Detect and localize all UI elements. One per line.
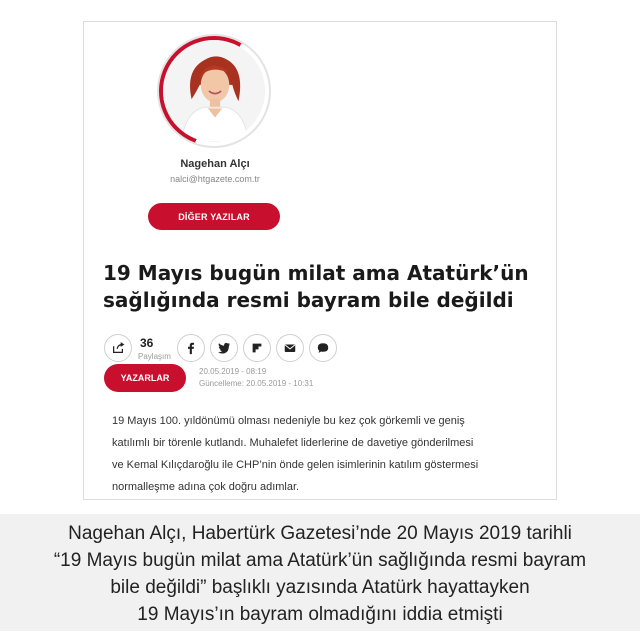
article-body-line: 19 Mayıs 100. yıldönümü olması nedeniyle bu kez çok görkemli ve geniş	[112, 415, 465, 427]
comment-share-button[interactable]	[309, 334, 337, 362]
share-icon	[111, 341, 125, 355]
article-body-line: ve Kemal Kılıçdaroğlu ile CHP’nin önde gelen isimlerinin katılım göstermesi	[112, 459, 479, 471]
caption-line-1: Nagehan Alçı, Habertürk Gazetesi’nde 20 Mayıs 2019 tarihli	[68, 523, 572, 544]
caption-line-3: bile değildi” başlıklı yazısında Atatürk hayattayken	[110, 577, 530, 598]
comment-icon	[316, 341, 330, 355]
share-label: Paylaşım	[138, 352, 171, 361]
article-card	[83, 21, 557, 500]
mail-icon	[283, 341, 297, 355]
author-name[interactable]: Nagehan Alçı	[180, 158, 250, 170]
publish-date: 20.05.2019 - 08:19	[199, 367, 267, 376]
update-date: Güncelleme: 20.05.2019 - 10:31	[199, 379, 314, 388]
article-body-line: normalleşme adına çok doğru adımlar.	[112, 481, 300, 493]
flipboard-share-button[interactable]	[243, 334, 271, 362]
article-body	[112, 410, 532, 498]
author-avatar	[163, 40, 265, 142]
flipboard-icon	[250, 341, 264, 355]
other-posts-button[interactable]: DİĞER YAZILAR	[148, 203, 280, 230]
caption-line-4: 19 Mayıs’ın bayram olmadığını iddia etmişti	[137, 604, 503, 625]
facebook-icon	[184, 341, 198, 355]
article-title-line-2: sağlığında resmi bayram bile değildi	[103, 288, 514, 312]
author-email[interactable]: nalci@htgazete.com.tr	[170, 174, 260, 184]
writers-button[interactable]: YAZARLAR	[104, 364, 186, 392]
article-body-line: katılımlı bir törenle kutlandı. Muhalefet liderlerine de davetiye gönderilmesi	[112, 437, 474, 449]
author-avatar-ring[interactable]	[157, 34, 271, 148]
facebook-share-button[interactable]	[177, 334, 205, 362]
caption-line-2: “19 Mayıs bugün milat ama Atatürk’ün sağlığında resmi bayram	[53, 550, 587, 571]
share-button[interactable]	[104, 334, 132, 362]
share-count: 36	[140, 336, 154, 350]
twitter-share-button[interactable]	[210, 334, 238, 362]
article-title-line-1: 19 Mayıs bugün milat ama Atatürk’ün	[103, 261, 529, 285]
author-photo	[163, 40, 265, 142]
image-caption	[0, 514, 640, 631]
article-title	[103, 260, 533, 314]
mail-share-button[interactable]	[276, 334, 304, 362]
twitter-icon	[217, 341, 231, 355]
